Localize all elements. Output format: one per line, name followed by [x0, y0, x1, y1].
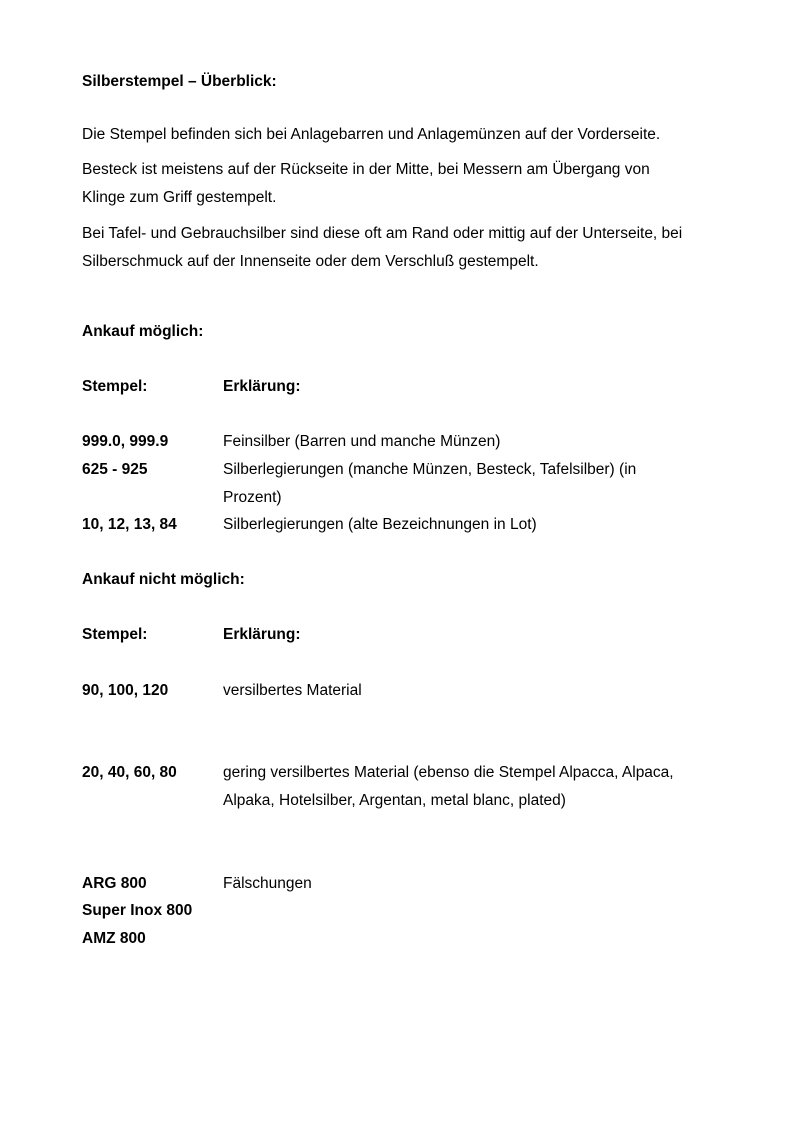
explanation-cell: gering versilbertes Material (ebenso die Stempel Alpacca, Alpaca,: [223, 764, 674, 781]
explanation-cell: Silberlegierungen (alte Bezeichnungen in Lot): [223, 516, 537, 533]
col-header-stamp: Stempel:: [82, 378, 148, 395]
stamp-cell: 20, 40, 60, 80: [82, 764, 177, 781]
col-header-explanation: Erklärung:: [223, 378, 301, 395]
stamp-cell: Super Inox 800: [82, 902, 193, 919]
intro-line-2: Besteck ist meistens auf der Rückseite in der Mitte, bei Messern am Übergang von: [82, 161, 650, 178]
col-header-explanation: Erklärung:: [223, 626, 301, 643]
explanation-cell: Prozent): [223, 489, 282, 506]
intro-line-3: Klinge zum Griff gestempelt.: [82, 189, 277, 206]
intro-line-5: Silberschmuck auf der Innenseite oder dem Verschluß gestempelt.: [82, 253, 539, 270]
intro-line-4: Bei Tafel- und Gebrauchsilber sind diese oft am Rand oder mittig auf der Unterseite, bei: [82, 225, 683, 242]
document-title: Silberstempel – Überblick:: [82, 73, 277, 90]
stamp-cell: 10, 12, 13, 84: [82, 516, 177, 533]
stamp-cell: 999.0, 999.9: [82, 433, 169, 450]
stamp-cell: AMZ 800: [82, 930, 146, 947]
section-heading-not-possible: Ankauf nicht möglich:: [82, 571, 245, 588]
col-header-stamp: Stempel:: [82, 626, 148, 643]
explanation-cell: Fälschungen: [223, 875, 312, 892]
explanation-cell: Alpaka, Hotelsilber, Argentan, metal blanc, plated): [223, 792, 566, 809]
intro-line-1: Die Stempel befinden sich bei Anlagebarren und Anlagemünzen auf der Vorderseite.: [82, 126, 661, 143]
stamp-cell: 625 - 925: [82, 461, 148, 478]
explanation-cell: versilbertes Material: [223, 682, 362, 699]
explanation-cell: Silberlegierungen (manche Münzen, Besteck, Tafelsilber) (in: [223, 461, 637, 478]
explanation-cell: Feinsilber (Barren und manche Münzen): [223, 433, 501, 450]
stamp-cell: ARG 800: [82, 875, 147, 892]
section-heading-possible: Ankauf möglich:: [82, 323, 204, 340]
stamp-cell: 90, 100, 120: [82, 682, 169, 699]
